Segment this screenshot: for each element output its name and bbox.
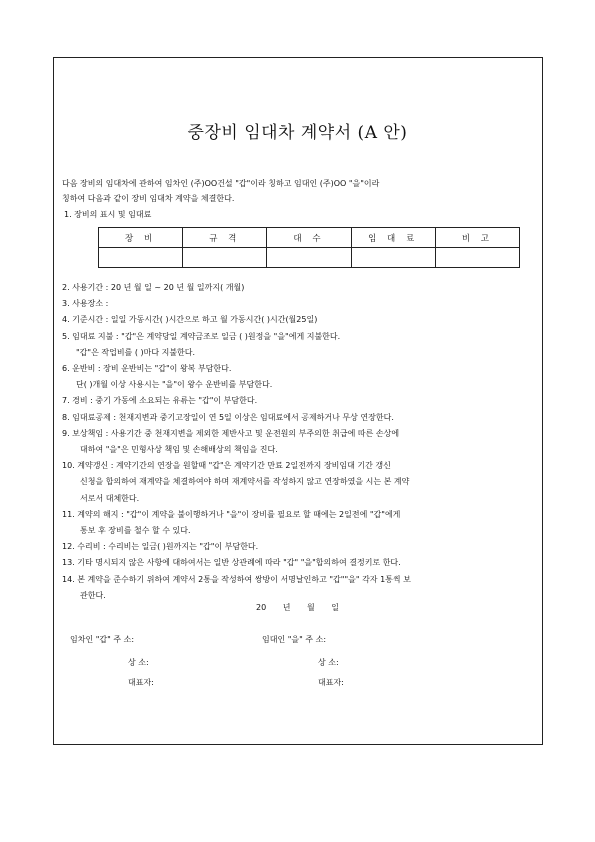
clause-line: 통보 후 장비를 철수 할 수 있다. — [80, 526, 191, 536]
lessee-trade-name-label: 상 소: — [128, 658, 149, 667]
clause-line: 대하여 "을"은 민형사상 책임 및 손해배상의 책임을 진다. — [80, 445, 278, 455]
clause-line: 서로서 대체한다. — [80, 493, 140, 503]
lessor-address-label: 임대인 "을" 주 소: — [262, 635, 327, 644]
table-cell[interactable] — [435, 248, 519, 268]
intro-paragraph — [62, 176, 532, 206]
header-spec: 규 격 — [183, 228, 267, 248]
section-equipment-heading: 1. 장비의 표시 및 임대료 — [64, 210, 152, 219]
intro-line: 칭하여 다음과 같이 장비 임대차 계약을 체결한다. — [62, 194, 235, 203]
clause-line: 12. 수리비 : 수리비는 일금( )원까지는 "갑"이 부담한다. — [62, 542, 259, 552]
table-header-row — [99, 228, 520, 248]
clause-line: 4. 기준시간 : 일일 가동시간( )시간으로 하고 월 가동시간( )시간(월25일) — [62, 315, 318, 325]
lessor-representative-label: 대표자: — [318, 678, 344, 687]
clause-line: 3. 사용장소 : — [62, 299, 109, 309]
clauses-body — [62, 280, 532, 604]
lessor-trade-name-label: 상 소: — [318, 658, 339, 667]
clause-line: "갑"은 작업비를 ( )마다 지불한다. — [76, 347, 196, 357]
header-equipment: 장 비 — [99, 228, 183, 248]
clause-line: 11. 계약의 해지 : "갑"이 계약을 불이행하거나 "을"이 장비를 필요로 할 때에는 2일전에 "갑"에게 — [62, 509, 401, 519]
clause-line: 관한다. — [80, 590, 106, 600]
intro-line: 다음 장비의 임대차에 관하여 임차인 (주)OO건설 "갑"이라 칭하고 임대인 (주)OO "을"이라 — [62, 179, 380, 188]
clause-line: 8. 임대료공제 : 천재지변과 중기고장일이 연 5일 이상은 임대료에서 공제하거나 무상 연장한다. — [62, 412, 394, 422]
header-remarks: 비 고 — [435, 228, 519, 248]
lessee-representative-label: 대표자: — [128, 678, 154, 687]
table-row — [99, 248, 520, 268]
table-cell[interactable] — [351, 248, 435, 268]
clause-line: 신청을 합의하여 재계약을 체결하여야 하며 재계약서를 작성하지 않고 연장하였을 시는 본 계약 — [80, 477, 410, 487]
contract-date: 20 년 월 일 — [256, 603, 339, 612]
table-cell[interactable] — [183, 248, 267, 268]
header-rent: 임 대 료 — [351, 228, 435, 248]
clause-line: 10. 계약갱신 : 계약기간의 연장을 원할때 "갑"은 계약기간 만료 2일전까지 장비임대 기간 갱신 — [62, 461, 391, 471]
equipment-table — [98, 227, 520, 268]
clause-line: 2. 사용기간 : 20 년 월 일 ~ 20 년 월 일까지( 개월) — [62, 283, 245, 292]
clause-line: 단( )개월 이상 사용시는 "을"이 왕수 운반비를 부담한다. — [76, 380, 273, 390]
clause-line: 14. 본 계약을 준수하기 위하여 계약서 2통을 작성하여 쌍방이 서명날인하고 "갑""을" 각자 1통씩 보 — [62, 574, 411, 584]
clause-line: 5. 임대료 지불 : "갑"은 계약당일 계약금조로 일금 ( )원정을 "을"에게 지불한다. — [62, 331, 341, 341]
clause-line: 6. 운반비 : 장비 운반비는 "갑"이 왕복 부담한다. — [62, 364, 232, 374]
table-cell[interactable] — [267, 248, 351, 268]
lessee-address-label: 임차인 "갑" 주 소: — [70, 635, 135, 644]
clause-line: 13. 기타 명시되지 않은 사항에 대하여서는 일반 상관례에 따라 "갑" "을"합의하여 결정키로 한다. — [62, 558, 401, 568]
document-title: 중장비 임대차 계약서 (A 안) — [187, 123, 408, 143]
clause-line: 7. 경비 : 중기 가동에 소요되는 유류는 "갑"이 부담한다. — [62, 396, 258, 406]
header-quantity: 대 수 — [267, 228, 351, 248]
table-cell[interactable] — [99, 248, 183, 268]
clause-line: 9. 보상책임 : 사용기간 중 천재지변을 제외한 제반사고 및 운전원의 부주의한 취급에 따른 손상에 — [62, 428, 400, 438]
